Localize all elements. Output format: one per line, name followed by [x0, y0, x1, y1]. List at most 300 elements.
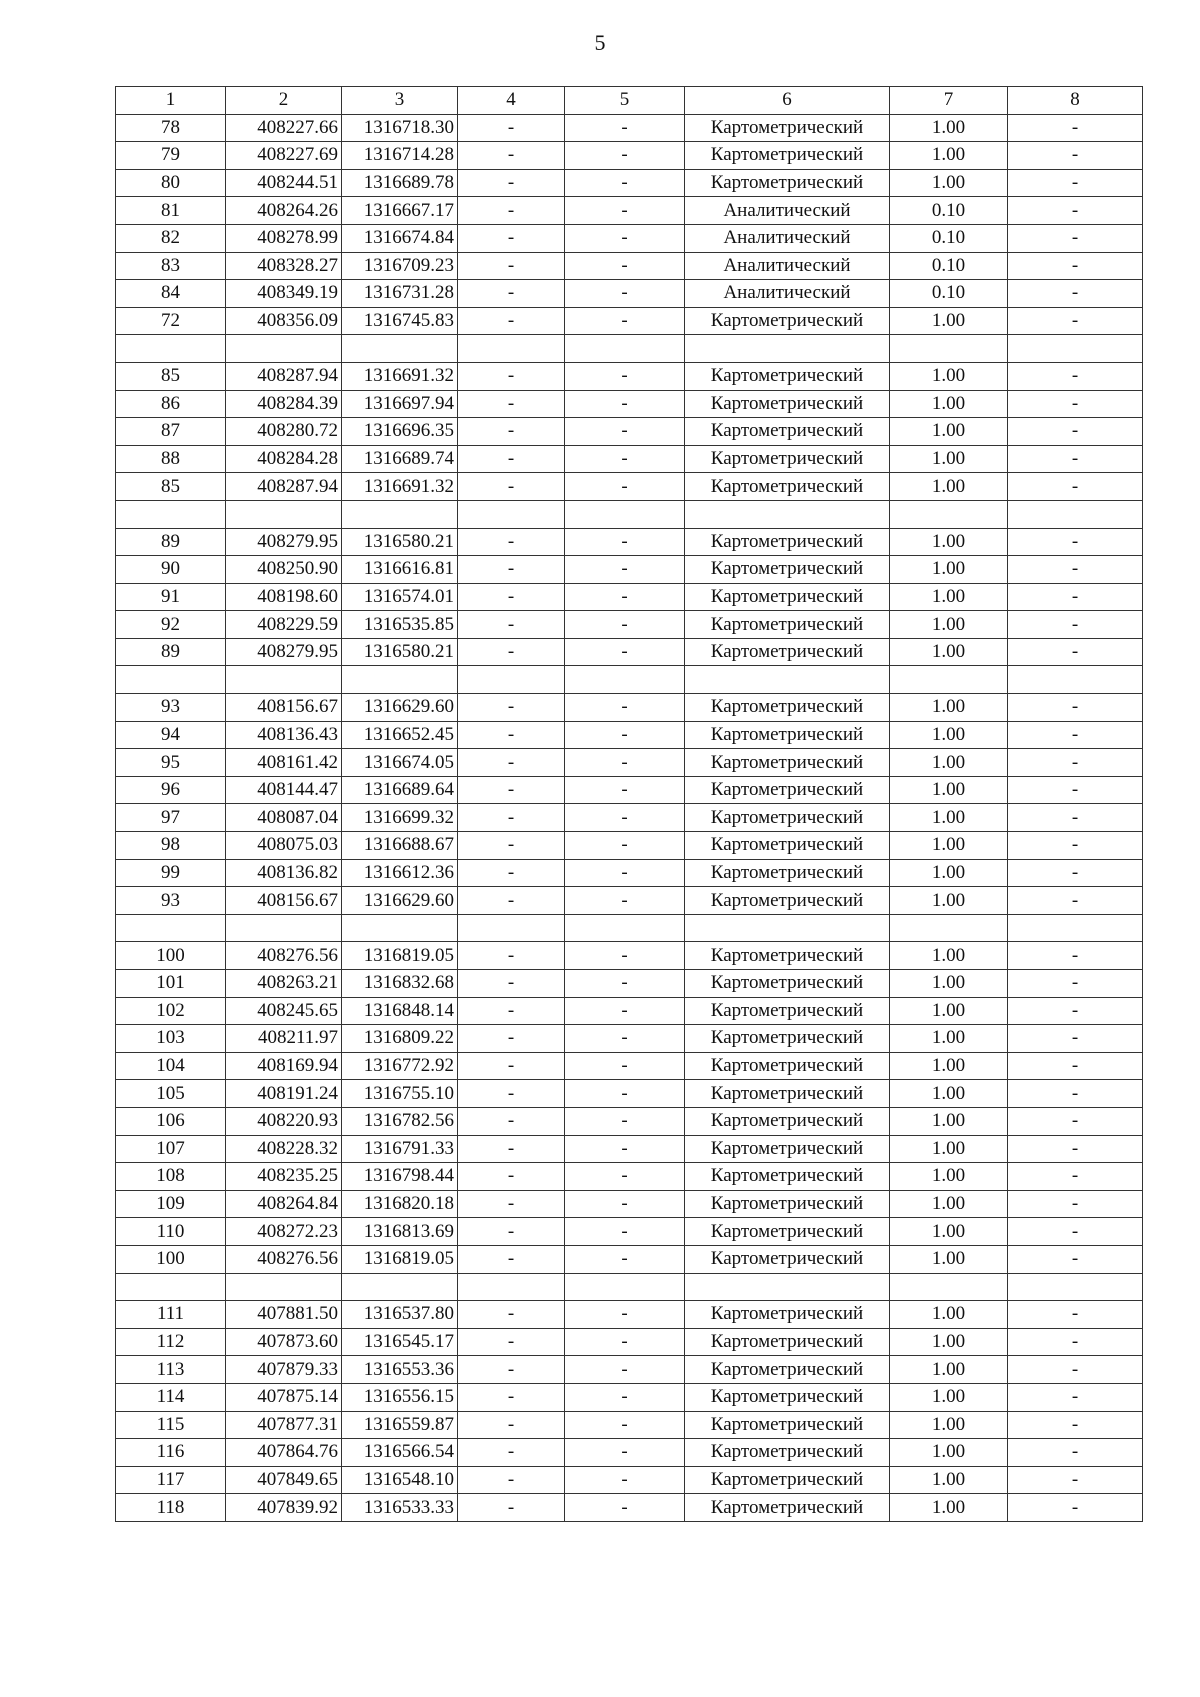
table-cell: -	[458, 142, 565, 170]
table-cell: 104	[116, 1052, 226, 1080]
table-cell: 408198.60	[226, 583, 342, 611]
table-cell: 1316580.21	[342, 638, 458, 666]
table-cell: -	[458, 280, 565, 308]
table-cell: -	[565, 1328, 685, 1356]
table-cell: -	[458, 611, 565, 639]
table-cell: -	[565, 418, 685, 446]
table-row	[116, 114, 1143, 142]
table-cell: 1316819.05	[342, 942, 458, 970]
table-cell: 1316709.23	[342, 252, 458, 280]
table-cell: 89	[116, 528, 226, 556]
table-cell: -	[1008, 1218, 1143, 1246]
table-cell: 108	[116, 1163, 226, 1191]
table-cell: 1316556.15	[342, 1383, 458, 1411]
table-cell: -	[1008, 694, 1143, 722]
table-row	[116, 1301, 1143, 1329]
table-cell	[890, 914, 1008, 942]
table-row	[116, 721, 1143, 749]
table-cell: -	[1008, 1466, 1143, 1494]
table-cell: -	[1008, 859, 1143, 887]
table-cell: 408264.84	[226, 1190, 342, 1218]
table-cell	[565, 335, 685, 363]
table-cell: 103	[116, 1025, 226, 1053]
table-cell: Картометрический	[685, 1466, 890, 1494]
table-cell: 90	[116, 556, 226, 584]
table-cell: 1316548.10	[342, 1466, 458, 1494]
table-row	[116, 1135, 1143, 1163]
table-cell	[226, 914, 342, 942]
table-cell: Картометрический	[685, 583, 890, 611]
table-cell	[116, 666, 226, 694]
table-cell: 1.00	[890, 859, 1008, 887]
table-cell	[1008, 335, 1143, 363]
table-cell: 1316731.28	[342, 280, 458, 308]
table-cell: 80	[116, 169, 226, 197]
table-cell: -	[458, 169, 565, 197]
table-cell	[458, 914, 565, 942]
table-cell: 1.00	[890, 528, 1008, 556]
table-cell: 101	[116, 970, 226, 998]
table-cell: -	[565, 638, 685, 666]
table-cell: -	[565, 224, 685, 252]
table-cell: 102	[116, 997, 226, 1025]
table-cell: Картометрический	[685, 776, 890, 804]
table-cell: -	[565, 721, 685, 749]
table-cell: -	[565, 445, 685, 473]
table-row	[116, 583, 1143, 611]
table-cell: -	[565, 1107, 685, 1135]
table-cell: -	[565, 1494, 685, 1522]
table-cell	[342, 666, 458, 694]
table-cell: -	[458, 638, 565, 666]
table-cell: 114	[116, 1383, 226, 1411]
table-cell: 408284.28	[226, 445, 342, 473]
table-cell: 1.00	[890, 114, 1008, 142]
table-cell: 408169.94	[226, 1052, 342, 1080]
table-cell: 408136.43	[226, 721, 342, 749]
table-cell: -	[458, 1301, 565, 1329]
table-cell: 1316755.10	[342, 1080, 458, 1108]
table-cell: 1316848.14	[342, 997, 458, 1025]
table-cell: -	[565, 776, 685, 804]
table-cell: 1.00	[890, 1383, 1008, 1411]
table-row	[116, 887, 1143, 915]
table-cell: Картометрический	[685, 418, 890, 446]
table-cell: -	[458, 721, 565, 749]
table-row	[116, 307, 1143, 335]
table-cell: 408287.94	[226, 473, 342, 501]
table-cell: 407849.65	[226, 1466, 342, 1494]
table-cell	[1008, 1273, 1143, 1301]
table-cell: Картометрический	[685, 1218, 890, 1246]
table-cell: 98	[116, 832, 226, 860]
table-row	[116, 1107, 1143, 1135]
table-row	[116, 694, 1143, 722]
table-cell: 408075.03	[226, 832, 342, 860]
coordinates-table	[115, 86, 1143, 1522]
table-cell: 408156.67	[226, 694, 342, 722]
table-cell: 112	[116, 1328, 226, 1356]
table-cell: -	[1008, 1080, 1143, 1108]
table-row	[116, 1218, 1143, 1246]
table-cell: 1.00	[890, 473, 1008, 501]
table-cell: 1.00	[890, 611, 1008, 639]
table-cell: 1316697.94	[342, 390, 458, 418]
table-cell: -	[1008, 1411, 1143, 1439]
table-cell: -	[1008, 418, 1143, 446]
table-cell: 116	[116, 1439, 226, 1467]
table-cell: 408287.94	[226, 362, 342, 390]
table-cell: 91	[116, 583, 226, 611]
table-cell: 408272.23	[226, 1218, 342, 1246]
table-cell	[1008, 666, 1143, 694]
table-cell: Картометрический	[685, 804, 890, 832]
table-cell: 408349.19	[226, 280, 342, 308]
table-cell: -	[1008, 1052, 1143, 1080]
table-cell: 0.10	[890, 252, 1008, 280]
table-cell: 407875.14	[226, 1383, 342, 1411]
table-cell: -	[458, 832, 565, 860]
table-cell: Картометрический	[685, 528, 890, 556]
table-cell	[1008, 500, 1143, 528]
table-cell: 1316688.67	[342, 832, 458, 860]
table-cell: -	[1008, 583, 1143, 611]
table-row	[116, 390, 1143, 418]
table-cell: 1.00	[890, 749, 1008, 777]
table-cell: 1.00	[890, 1356, 1008, 1384]
table-cell: -	[565, 556, 685, 584]
table-cell: 408228.32	[226, 1135, 342, 1163]
table-cell: 89	[116, 638, 226, 666]
table-cell: -	[1008, 721, 1143, 749]
table-cell: 1316535.85	[342, 611, 458, 639]
table-cell: -	[565, 1190, 685, 1218]
table-cell: 111	[116, 1301, 226, 1329]
table-cell: Картометрический	[685, 721, 890, 749]
table-cell: 408279.95	[226, 528, 342, 556]
table-cell: 408250.90	[226, 556, 342, 584]
table-cell	[565, 1273, 685, 1301]
table-cell: 408235.25	[226, 1163, 342, 1191]
table-cell: 408227.66	[226, 114, 342, 142]
table-row	[116, 1052, 1143, 1080]
table-cell: -	[1008, 997, 1143, 1025]
table-cell	[890, 500, 1008, 528]
table-separator-row	[116, 1273, 1143, 1301]
table-cell: -	[458, 224, 565, 252]
table-cell: -	[1008, 776, 1143, 804]
table-cell	[685, 1273, 890, 1301]
table-cell: -	[458, 970, 565, 998]
table-cell	[342, 914, 458, 942]
table-cell: -	[565, 197, 685, 225]
table-cell: 1.00	[890, 1301, 1008, 1329]
table-cell: 1.00	[890, 1107, 1008, 1135]
table-cell: 97	[116, 804, 226, 832]
table-cell: Картометрический	[685, 1411, 890, 1439]
table-cell: 1316689.78	[342, 169, 458, 197]
table-row	[116, 224, 1143, 252]
table-cell: 85	[116, 473, 226, 501]
table-cell: -	[1008, 1025, 1143, 1053]
table-cell: Картометрический	[685, 887, 890, 915]
table-cell: -	[565, 114, 685, 142]
table-cell: -	[565, 942, 685, 970]
table-row	[116, 942, 1143, 970]
table-row	[116, 445, 1143, 473]
table-cell: -	[458, 1190, 565, 1218]
table-cell	[226, 666, 342, 694]
table-cell: -	[1008, 556, 1143, 584]
table-cell: 1.00	[890, 1163, 1008, 1191]
table-cell: 1.00	[890, 887, 1008, 915]
table-cell: 408227.69	[226, 142, 342, 170]
table-cell: 1316820.18	[342, 1190, 458, 1218]
table-cell	[685, 914, 890, 942]
table-row	[116, 997, 1143, 1025]
table-cell: -	[458, 1245, 565, 1273]
table-cell: 1316819.05	[342, 1245, 458, 1273]
table-cell: -	[458, 1052, 565, 1080]
table-cell: 93	[116, 887, 226, 915]
table-cell: -	[458, 390, 565, 418]
table-cell: 1.00	[890, 1218, 1008, 1246]
table-cell: 407873.60	[226, 1328, 342, 1356]
table-cell: Аналитический	[685, 280, 890, 308]
table-cell: Картометрический	[685, 638, 890, 666]
table-cell	[685, 500, 890, 528]
table-cell: Картометрический	[685, 114, 890, 142]
table-row	[116, 1356, 1143, 1384]
table-cell: -	[458, 859, 565, 887]
table-cell	[116, 500, 226, 528]
table-cell: -	[565, 1439, 685, 1467]
table-cell	[1008, 914, 1143, 942]
table-row	[116, 418, 1143, 446]
table-cell: -	[1008, 114, 1143, 142]
table-cell: Картометрический	[685, 694, 890, 722]
table-cell: 1316612.36	[342, 859, 458, 887]
table-row	[116, 280, 1143, 308]
table-row	[116, 1411, 1143, 1439]
table-cell: -	[1008, 252, 1143, 280]
table-cell: 408245.65	[226, 997, 342, 1025]
table-cell: Картометрический	[685, 942, 890, 970]
table-cell: -	[565, 390, 685, 418]
table-cell: -	[1008, 307, 1143, 335]
table-cell: 1.00	[890, 418, 1008, 446]
table-cell: Картометрический	[685, 1383, 890, 1411]
table-cell: 1316580.21	[342, 528, 458, 556]
table-cell: Картометрический	[685, 473, 890, 501]
table-separator-row	[116, 666, 1143, 694]
table-cell: 1316559.87	[342, 1411, 458, 1439]
table-cell: 408278.99	[226, 224, 342, 252]
table-cell: -	[1008, 804, 1143, 832]
table-cell: Картометрический	[685, 1163, 890, 1191]
table-row	[116, 197, 1143, 225]
table-cell	[458, 1273, 565, 1301]
table-cell: 1316745.83	[342, 307, 458, 335]
table-cell: -	[565, 528, 685, 556]
table-cell: -	[1008, 832, 1143, 860]
table-cell: -	[458, 556, 565, 584]
table-cell: -	[458, 997, 565, 1025]
table-cell: 407864.76	[226, 1439, 342, 1467]
table-cell: -	[458, 252, 565, 280]
table-cell	[685, 666, 890, 694]
table-cell: 408276.56	[226, 1245, 342, 1273]
table-cell: -	[1008, 1494, 1143, 1522]
table-cell: 1316689.74	[342, 445, 458, 473]
table-cell: 1316533.33	[342, 1494, 458, 1522]
table-cell: 96	[116, 776, 226, 804]
table-cell: 1316691.32	[342, 473, 458, 501]
table-cell: -	[458, 583, 565, 611]
table-cell: -	[565, 1135, 685, 1163]
table-cell: Картометрический	[685, 1439, 890, 1467]
table-cell: 1.00	[890, 942, 1008, 970]
table-cell: Картометрический	[685, 997, 890, 1025]
table-row	[116, 1328, 1143, 1356]
table-cell: 1316674.84	[342, 224, 458, 252]
table-cell: Картометрический	[685, 1356, 890, 1384]
table-cell: 408229.59	[226, 611, 342, 639]
table-row	[116, 611, 1143, 639]
table-cell: 105	[116, 1080, 226, 1108]
table-cell: -	[1008, 942, 1143, 970]
table-row	[116, 1383, 1143, 1411]
table-cell: 408328.27	[226, 252, 342, 280]
table-cell: -	[458, 887, 565, 915]
table-cell: -	[458, 197, 565, 225]
table-cell: Картометрический	[685, 749, 890, 777]
table-cell: 408156.67	[226, 887, 342, 915]
table-cell	[458, 500, 565, 528]
table-cell: 1316553.36	[342, 1356, 458, 1384]
table-cell: -	[565, 694, 685, 722]
table-cell: 0.10	[890, 280, 1008, 308]
table-cell: Картометрический	[685, 1107, 890, 1135]
table-cell: -	[1008, 224, 1143, 252]
table-cell: 1316574.01	[342, 583, 458, 611]
table-cell: -	[458, 1411, 565, 1439]
table-cell: 408136.82	[226, 859, 342, 887]
column-header: 1	[116, 87, 226, 115]
table-row	[116, 970, 1143, 998]
table-cell: -	[458, 1383, 565, 1411]
table-cell: 1.00	[890, 970, 1008, 998]
table-cell: 1316667.17	[342, 197, 458, 225]
table-cell	[226, 500, 342, 528]
table-row	[116, 142, 1143, 170]
table-cell: -	[1008, 473, 1143, 501]
table-cell: 1.00	[890, 556, 1008, 584]
table-cell: -	[1008, 390, 1143, 418]
table-cell: -	[458, 942, 565, 970]
table-cell: -	[565, 1411, 685, 1439]
table-cell: 408144.47	[226, 776, 342, 804]
table-cell	[116, 335, 226, 363]
table-cell: -	[1008, 1383, 1143, 1411]
table-cell: 1316813.69	[342, 1218, 458, 1246]
table-cell: 94	[116, 721, 226, 749]
table-cell: -	[458, 1080, 565, 1108]
table-cell: -	[1008, 638, 1143, 666]
table-cell: -	[1008, 970, 1143, 998]
table-cell: 82	[116, 224, 226, 252]
table-cell: Картометрический	[685, 611, 890, 639]
table-cell: 87	[116, 418, 226, 446]
table-cell: 1.00	[890, 1080, 1008, 1108]
table-cell: 88	[116, 445, 226, 473]
table-row	[116, 638, 1143, 666]
table-cell	[116, 914, 226, 942]
table-row	[116, 804, 1143, 832]
table-cell: -	[458, 776, 565, 804]
table-cell: Картометрический	[685, 390, 890, 418]
table-cell: 1.00	[890, 1494, 1008, 1522]
table-cell: -	[458, 1466, 565, 1494]
table-cell: -	[458, 1439, 565, 1467]
table-cell: 92	[116, 611, 226, 639]
table-cell: 1316798.44	[342, 1163, 458, 1191]
table-cell: 1316566.54	[342, 1439, 458, 1467]
table-cell: -	[1008, 887, 1143, 915]
table-cell: 117	[116, 1466, 226, 1494]
table-cell: -	[1008, 1190, 1143, 1218]
table-cell: 1316629.60	[342, 694, 458, 722]
table-cell: 1.00	[890, 307, 1008, 335]
column-header: 2	[226, 87, 342, 115]
table-cell: -	[565, 473, 685, 501]
column-header: 4	[458, 87, 565, 115]
table-cell: -	[458, 1135, 565, 1163]
table-cell: -	[1008, 611, 1143, 639]
table-cell: -	[1008, 1245, 1143, 1273]
table-cell: 1.00	[890, 776, 1008, 804]
table-cell: 100	[116, 1245, 226, 1273]
table-cell: 408356.09	[226, 307, 342, 335]
table-cell	[685, 335, 890, 363]
table-cell: 408263.21	[226, 970, 342, 998]
table-cell: -	[565, 997, 685, 1025]
table-cell	[342, 1273, 458, 1301]
table-cell	[458, 666, 565, 694]
table-cell: -	[565, 859, 685, 887]
table-cell: 1316691.32	[342, 362, 458, 390]
table-cell	[565, 666, 685, 694]
table-cell: 407879.33	[226, 1356, 342, 1384]
table-cell: -	[458, 1218, 565, 1246]
table-cell: Картометрический	[685, 1190, 890, 1218]
table-cell: 118	[116, 1494, 226, 1522]
table-cell: 1.00	[890, 694, 1008, 722]
table-cell: -	[565, 611, 685, 639]
column-header: 6	[685, 87, 890, 115]
table-cell: 110	[116, 1218, 226, 1246]
table-cell: -	[458, 1356, 565, 1384]
table-cell: 86	[116, 390, 226, 418]
table-cell: -	[458, 1025, 565, 1053]
table-cell: -	[1008, 749, 1143, 777]
table-cell: Аналитический	[685, 252, 890, 280]
table-cell: -	[565, 1356, 685, 1384]
table-cell: Картометрический	[685, 1301, 890, 1329]
table-row	[116, 1080, 1143, 1108]
table-cell: Картометрический	[685, 1080, 890, 1108]
table-cell: 1316616.81	[342, 556, 458, 584]
